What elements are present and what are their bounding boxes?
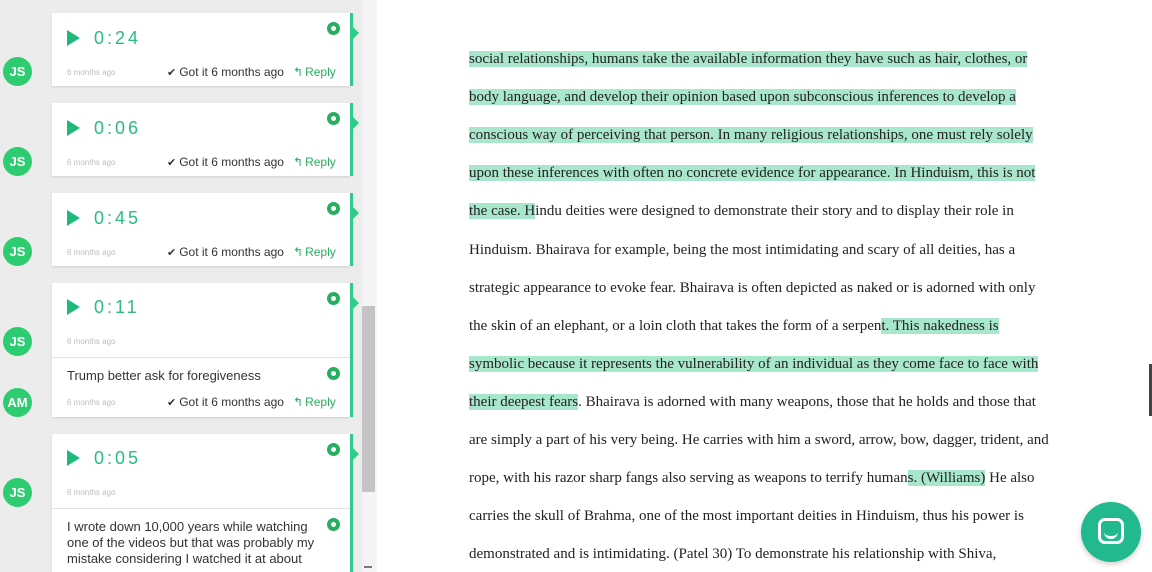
voice-comment-card[interactable] <box>52 193 350 266</box>
reply-arrow-icon: ↰ <box>293 155 304 169</box>
text-segment: are simply a part of his very being. He carries with him a sword, arrow, bow, dagger, trident, and <box>469 432 1049 448</box>
text-segment: carries the skull of Brahma, one of the most important deities in Hinduism, thus his power is <box>469 508 1024 525</box>
comment-timestamp: 6 months ago <box>67 248 116 257</box>
play-icon[interactable] <box>67 299 80 315</box>
highlighted-text[interactable]: their deepest fears <box>469 393 579 410</box>
card-pointer <box>353 117 359 129</box>
audio-duration: 0:06 <box>94 118 142 138</box>
card-pointer <box>353 207 359 219</box>
voice-comment-card[interactable] <box>52 13 350 86</box>
document-line <box>469 316 999 336</box>
reply-comment-text: Trump better ask for foregiveness <box>67 368 261 383</box>
got-it-button[interactable]: ✔ Got it 6 months ago <box>167 395 284 409</box>
avatar: JS <box>3 478 32 507</box>
highlighted-text[interactable]: body language, and develop their opinion based upon subconscious inferences to develop a <box>469 89 1016 106</box>
highlighted-text[interactable]: conscious way of perceiving that person. In many religious relationships, one must rely solely <box>469 127 1033 144</box>
document-line <box>469 125 1033 145</box>
document-line <box>469 544 996 564</box>
highlighted-text[interactable]: symbolic because it represents the vulnerability of an individual as they come face to face with <box>469 355 1039 372</box>
document-line <box>469 468 1035 488</box>
document-line <box>469 278 1035 298</box>
gear-icon[interactable] <box>327 443 340 456</box>
audio-duration: 0:45 <box>94 208 142 228</box>
text-segment: rope, with his razor sharp fangs also serving as weapons to terrify human <box>469 470 908 487</box>
text-segment: strategic appearance to evoke fear. Bhairava is often depicted as naked or is adorned with only <box>469 279 1036 296</box>
highlighted-text[interactable]: s. (Williams) <box>907 470 986 487</box>
reply-arrow-icon: ↰ <box>293 245 304 259</box>
divider <box>52 508 350 509</box>
highlighted-text[interactable]: social relationships, humans take the available information they have such as hair, clothes, or <box>469 51 1028 67</box>
check-icon: ✔ <box>167 67 177 79</box>
gear-icon[interactable] <box>327 292 340 305</box>
chat-launcher-button[interactable] <box>1081 502 1141 562</box>
gear-icon[interactable] <box>327 518 340 531</box>
card-pointer <box>353 297 359 309</box>
text-segment: Hinduism. Bhairava for example, being the most intimidating and scary of all deities, has a <box>469 241 1016 258</box>
audio-duration: 0:24 <box>94 28 142 48</box>
accent-bar <box>350 13 353 86</box>
check-icon: ✔ <box>167 247 177 259</box>
avatar: JS <box>3 147 32 176</box>
text-segment: indu deities were designed to demonstrate their story and to display their role in <box>535 203 1014 220</box>
gear-icon[interactable] <box>327 202 340 215</box>
reply-arrow-icon: ↰ <box>293 395 304 409</box>
text-segment: the skin of an elephant, or a loin cloth that takes the form of a serpen <box>469 317 882 334</box>
reply-button[interactable]: ↰ Reply <box>293 395 336 409</box>
avatar: JS <box>3 237 32 266</box>
play-icon[interactable] <box>67 210 80 226</box>
document-line <box>469 506 1024 526</box>
avatar: AM <box>3 388 32 417</box>
comment-timestamp: 6 months ago <box>67 488 116 497</box>
card-pointer <box>353 27 359 39</box>
reply-button[interactable]: ↰ Reply <box>293 155 336 169</box>
reply-arrow-icon: ↰ <box>293 65 304 79</box>
got-it-button[interactable]: ✔ Got it 6 months ago <box>167 155 284 169</box>
comment-timestamp: 6 months ago <box>67 337 116 346</box>
scrollbar-thumb[interactable] <box>362 306 375 492</box>
comment-timestamp: 6 months ago <box>67 398 116 407</box>
avatar: JS <box>3 327 32 356</box>
highlighted-text[interactable]: upon these inferences with often no concrete evidence for appearance. In Hinduism, this is not <box>469 165 1036 182</box>
reply-comment-text: I wrote down 10,000 years while watching one of the videos but that was probably my mistake considering I watched it at about <box>67 519 315 566</box>
comment-timestamp: 6 months ago <box>67 68 116 77</box>
document-page <box>377 0 1152 572</box>
comments-sidebar[interactable] <box>0 0 377 572</box>
highlighted-text[interactable]: the case. H <box>469 203 536 220</box>
text-segment: demonstrated and is intimidating. (Patel 30) To demonstrate his relationship with Shiva, <box>469 546 997 563</box>
chat-icon <box>1098 518 1124 544</box>
text-segment: He also <box>985 470 1035 487</box>
voice-comment-card[interactable] <box>52 103 350 176</box>
accent-bar <box>350 103 353 176</box>
check-icon: ✔ <box>167 397 177 409</box>
divider <box>52 357 350 358</box>
audio-duration: 0:11 <box>94 297 140 317</box>
play-icon[interactable] <box>67 120 80 136</box>
document-line <box>469 354 1038 374</box>
document-line <box>469 87 1016 107</box>
document-line <box>469 49 1027 69</box>
comment-timestamp: 6 months ago <box>67 158 116 167</box>
gear-icon[interactable] <box>327 112 340 125</box>
accent-bar <box>350 193 353 266</box>
scroll-down-arrow[interactable] <box>364 566 372 568</box>
document-line <box>469 430 1049 450</box>
got-it-button[interactable]: ✔ Got it 6 months ago <box>167 65 284 79</box>
audio-duration: 0:05 <box>94 448 142 468</box>
gear-icon[interactable] <box>327 22 340 35</box>
voice-comment-card[interactable] <box>52 434 350 572</box>
avatar: JS <box>3 57 32 86</box>
voice-comment-card[interactable] <box>52 283 350 417</box>
reply-button[interactable]: ↰ Reply <box>293 245 336 259</box>
text-segment: . Bhairava is adorned with many weapons, those that he holds and those that <box>578 393 1036 410</box>
document-line <box>469 392 1036 412</box>
reply-button[interactable]: ↰ Reply <box>293 65 336 79</box>
card-pointer <box>353 448 359 460</box>
play-icon[interactable] <box>67 450 80 466</box>
got-it-button[interactable]: ✔ Got it 6 months ago <box>167 245 284 259</box>
highlighted-text[interactable]: t. This nakedness is <box>881 317 999 334</box>
document-line <box>469 163 1035 183</box>
play-icon[interactable] <box>67 30 80 46</box>
document-line <box>469 201 1014 221</box>
gear-icon[interactable] <box>327 367 340 380</box>
check-icon: ✔ <box>167 157 177 169</box>
document-line <box>469 240 1015 260</box>
